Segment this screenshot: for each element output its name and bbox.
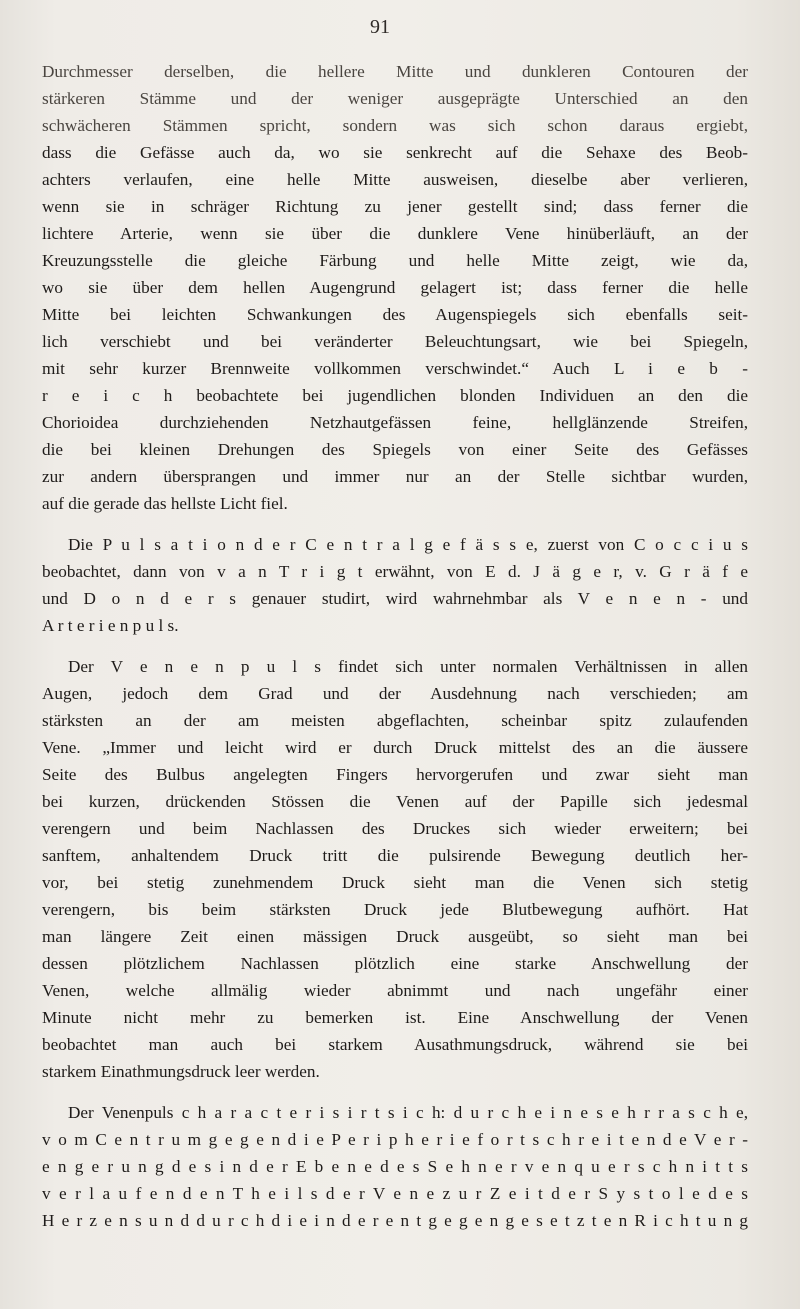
text-line: Seite des Bulbus angelegten Fingers hervorgerufen und zwar sieht man — [42, 765, 748, 784]
paragraph-gap — [42, 1085, 748, 1099]
text-line: stärksten an der am meisten abgeflachten, scheinbar spitz zulaufenden — [42, 711, 748, 730]
text-line: Minute nicht mehr zu bemerken ist. Eine Anschwellung der Venen — [42, 1008, 748, 1027]
body-text — [42, 58, 748, 1234]
paragraph-gap — [42, 517, 748, 531]
text-line: die bei kleinen Drehungen des Spiegels von einer Seite des Gefässes — [42, 440, 748, 459]
paragraph-end-line: auf die gerade das hellste Licht fiel. — [42, 494, 288, 513]
text-line: mit sehr kurzer Brennweite vollkommen verschwindet.“ Auch L i e b - — [42, 359, 748, 378]
text-line: Durchmesser derselben, die hellere Mitte und dunkleren Contouren der — [42, 62, 748, 81]
text-line: v o m C e n t r u m g e g e n d i e P e r i p h e r i e f o r t s c h r e i t e n d e V e r - — [42, 1130, 748, 1149]
text-line: zur andern übersprangen und immer nur an der Stelle sichtbar wurden, — [42, 467, 748, 486]
paragraph-end-line: starkem Einathmungsdruck leer werden. — [42, 1062, 320, 1081]
text-line: Chorioidea durchziehenden Netzhautgefässen feine, hellglänzende Streifen, — [42, 413, 748, 432]
text-line: r e i c h beobachtete bei jugendlichen blonden Individuen an den die — [42, 386, 748, 405]
text-line: lich verschiebt und bei veränderter Beleuchtungsart, wie bei Spiegeln, — [42, 332, 748, 351]
text-line: und D o n d e r s genauer studirt, wird wahrnehmbar als V e n e n - und — [42, 589, 748, 608]
text-line: vor, bei stetig zunehmendem Druck sieht man die Venen sich stetig — [42, 873, 748, 892]
text-line: verengern und beim Nachlassen des Druckes sich wieder erweitern; bei — [42, 819, 748, 838]
text-line: Venen, welche allmälig wieder abnimmt und nach ungefähr einer — [42, 981, 748, 1000]
text-line: wo sie über dem hellen Augengrund gelagert ist; dass ferner die helle — [42, 278, 748, 297]
page-number: 91 — [370, 16, 390, 38]
text-line: stärkeren Stämme und der weniger ausgeprägte Unterschied an den — [42, 89, 748, 108]
text-line: Mitte bei leichten Schwankungen des Augenspiegels sich ebenfalls seit- — [42, 305, 748, 324]
text-line: dass die Gefässe auch da, wo sie senkrecht auf die Sehaxe des Beob- — [42, 143, 748, 162]
text-line: Kreuzungsstelle die gleiche Färbung und helle Mitte zeigt, wie da, — [42, 251, 748, 270]
text-line: sanftem, anhaltendem Druck tritt die pulsirende Bewegung deutlich her- — [42, 846, 748, 865]
text-line: e n g e r u n g d e s i n d e r E b e n e d e s S e h n e r v e n q u e r s c h n i t t s — [42, 1157, 748, 1176]
text-line: achters verlaufen, eine helle Mitte ausweisen, dieselbe aber verlieren, — [42, 170, 748, 189]
text-line: beobachtet man auch bei starkem Ausathmungsdruck, während sie bei — [42, 1035, 748, 1054]
text-line: Vene. „Immer und leicht wird er durch Druck mittelst des an die äussere — [42, 738, 748, 757]
paragraph-start-line: Die P u l s a t i o n d e r C e n t r a l g e f ä s s e, zuerst von C o c c i u s — [68, 535, 748, 554]
text-line: schwächeren Stämmen spricht, sondern was sich schon daraus ergiebt, — [42, 116, 748, 135]
paragraph-end-line: A r t e r i e n p u l s. — [42, 616, 179, 635]
text-line: v e r l a u f e n d e n T h e i l s d e r V e n e z u r Z e i t d e r S y s t o l e d e s — [42, 1184, 748, 1203]
paragraph-start-line: Der V e n e n p u l s findet sich unter normalen Verhältnissen in allen — [68, 657, 748, 676]
text-line: verengern, bis beim stärksten Druck jede Blutbewegung aufhört. Hat — [42, 900, 748, 919]
text-line: bei kurzen, drückenden Stössen die Venen auf der Papille sich jedesmal — [42, 792, 748, 811]
text-line: lichtere Arterie, wenn sie über die dunklere Vene hinüberläuft, an der — [42, 224, 748, 243]
paragraph-start-line: Der Venenpuls c h a r a c t e r i s i r t s i c h: d u r c h e i n e s e h r r a s c h e, — [68, 1103, 748, 1122]
text-line: Augen, jedoch dem Grad und der Ausdehnung nach verschieden; am — [42, 684, 748, 703]
text-line: dessen plötzlichem Nachlassen plötzlich eine starke Anschwellung der — [42, 954, 748, 973]
text-line: H e r z e n s u n d d u r c h d i e i n d e r e n t g e g e n g e s e t z t e n R i c h t u n g — [42, 1211, 748, 1230]
text-line: beobachtet, dann von v a n T r i g t erwähnt, von E d. J ä g e r, v. G r ä f e — [42, 562, 748, 581]
text-line: man längere Zeit einen mässigen Druck ausgeübt, so sieht man bei — [42, 927, 748, 946]
text-line: wenn sie in schräger Richtung zu jener gestellt sind; dass ferner die — [42, 197, 748, 216]
paragraph-gap — [42, 639, 748, 653]
